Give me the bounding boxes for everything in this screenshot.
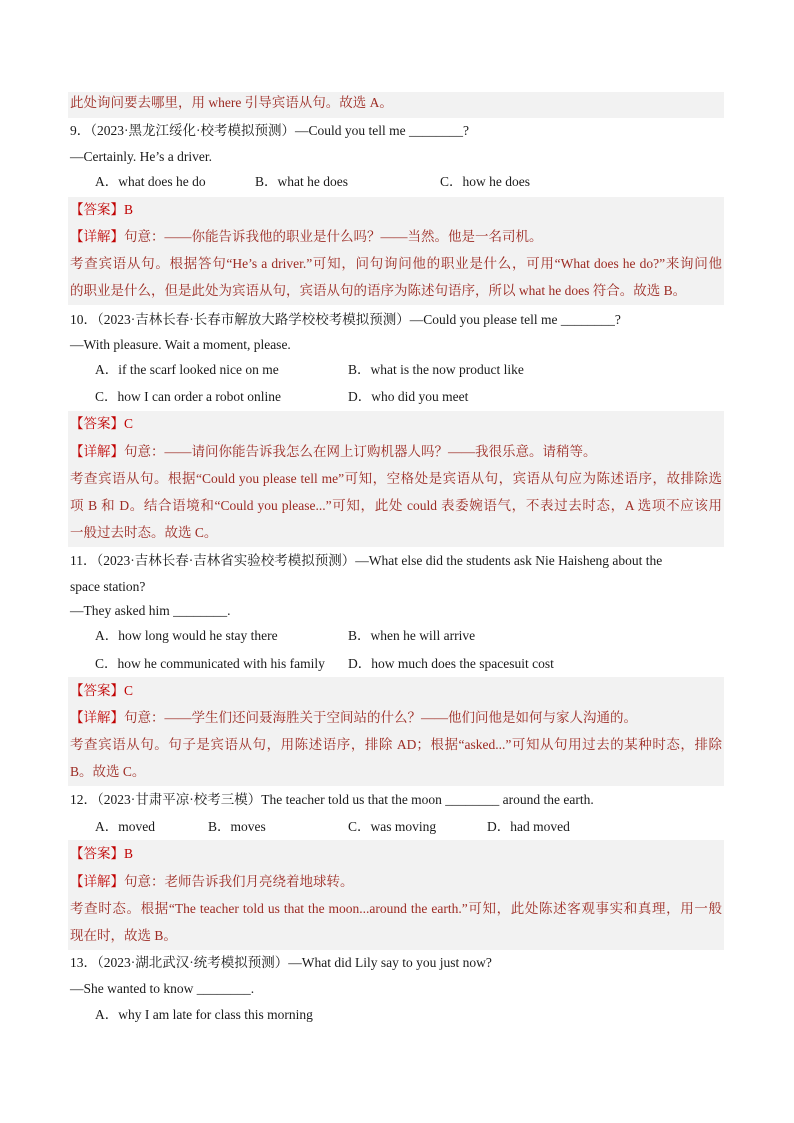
question-11-stem-continued: space station? bbox=[70, 579, 146, 594]
question-10-detail-line bbox=[70, 442, 597, 462]
question-9-reply: —Certainly. He’s a driver. bbox=[70, 149, 212, 164]
question-11-explanation-line: B。故选 C。 bbox=[70, 764, 146, 779]
question-10-option-b: B．what is the now product like bbox=[348, 362, 524, 377]
detail-label: 【详解】 bbox=[70, 710, 124, 725]
answer-label: 【答案】 bbox=[70, 416, 124, 431]
question-9-option-a: A．what does he do bbox=[95, 174, 206, 189]
question-9-option-c: C．how he does bbox=[440, 174, 530, 189]
question-11-explanation-line: 考查宾语从句。句子是宾语从句，用陈述语序，排除 AD；根据“asked...”可知从句用过去的某种时态，排除 bbox=[70, 737, 722, 752]
question-10-option-c: C．how I can order a robot online bbox=[95, 389, 281, 404]
answer-label: 【答案】 bbox=[70, 202, 124, 217]
question-11-answer-panel bbox=[68, 677, 724, 786]
answer-value: C bbox=[124, 683, 134, 698]
detail-label: 【详解】 bbox=[70, 874, 124, 889]
question-9-option-b: B．what he does bbox=[255, 174, 348, 189]
question-12-stem: 12．（2023·甘肃平凉·校考三模）The teacher told us that the moon ________ around the earth. bbox=[70, 792, 594, 807]
detail-label: 【详解】 bbox=[70, 444, 124, 459]
answer-value: B bbox=[124, 202, 134, 217]
question-10-answer-line bbox=[70, 414, 133, 434]
question-9-stem: 9．（2023·黑龙江绥化·校考模拟预测）—Could you tell me ________? bbox=[70, 123, 469, 138]
question-12-answer-line bbox=[70, 844, 133, 864]
question-11-detail-line bbox=[70, 708, 637, 728]
question-11-stem: 11．（2023·吉林长春·吉林省实验校考模拟预测）—What else did the students ask Nie Haisheng about the bbox=[70, 553, 663, 568]
question-10-explanation-line: 考查宾语从句。根据“Could you please tell me”可知，空格处是宾语从句，宾语从句应为陈述语序，故排除选 bbox=[70, 471, 722, 486]
question-13-stem: 13．（2023·湖北武汉·统考模拟预测）—What did Lily say to you just now? bbox=[70, 955, 492, 970]
question-9-detail-line bbox=[70, 227, 543, 247]
question-10-explanation-line: 一般过去时态。故选 C。 bbox=[70, 525, 218, 540]
question-11-option-a: A．how long would he stay there bbox=[95, 628, 278, 643]
answer-label: 【答案】 bbox=[70, 846, 124, 861]
question-12-option-c: C．was moving bbox=[348, 819, 437, 834]
question-12-explanation-line: 考查时态。根据“The teacher told us that the moon...around the earth.”可知，此处陈述客观事实和真理，用一般 bbox=[70, 901, 722, 916]
answer-value: B bbox=[124, 846, 134, 861]
question-11-reply: —They asked him ________. bbox=[70, 603, 231, 618]
question-13-option-a: A．why I am late for class this morning bbox=[95, 1007, 313, 1022]
question-12-explanation-line: 现在时，故选 B。 bbox=[70, 928, 177, 943]
question-12-detail-line bbox=[70, 872, 354, 892]
sentence-meaning: 句意：老师告诉我们月亮绕着地球转。 bbox=[124, 874, 354, 889]
question-9-explanation-line: 的职业是什么，但是此处为宾语从句，宾语从句的语序为陈述句语序，所以 what he does 符合。故选 B。 bbox=[70, 283, 687, 298]
question-9-explanation-line: 考查宾语从句。根据答句“He’s a driver.”可知，问句询问他的职业是什么，可用“What does he do?”来询问他 bbox=[70, 256, 722, 271]
sentence-meaning: 句意：——你能告诉我他的职业是什么吗？——当然。他是一名司机。 bbox=[124, 229, 543, 244]
question-10-option-a: A．if the scarf looked nice on me bbox=[95, 362, 279, 377]
question-13-reply: —She wanted to know ________. bbox=[70, 981, 255, 996]
question-11-option-b: B．when he will arrive bbox=[348, 628, 476, 643]
question-10-explanation-line: 项 B 和 D。结合语境和“Could you please...”可知，此处 could 表委婉语气，不表过去时态，A 选项不应该用 bbox=[70, 498, 722, 513]
question-10-option-d: D．who did you meet bbox=[348, 389, 469, 404]
answer-label: 【答案】 bbox=[70, 683, 124, 698]
question-12-option-a: A．moved bbox=[95, 819, 155, 834]
sentence-meaning: 句意：——请问你能告诉我怎么在网上订购机器人吗？——我很乐意。请稍等。 bbox=[124, 444, 597, 459]
sentence-meaning: 句意：——学生们还问聂海胜关于空间站的什么？——他们问他是如何与家人沟通的。 bbox=[124, 710, 637, 725]
question-11-option-d: D．how much does the spacesuit cost bbox=[348, 656, 554, 671]
question-10-stem: 10．（2023·吉林长春·长春市解放大路学校校考模拟预测）—Could you please tell me ________? bbox=[70, 312, 621, 327]
question-10-reply: —With pleasure. Wait a moment, please. bbox=[70, 337, 291, 352]
detail-label: 【详解】 bbox=[70, 229, 124, 244]
question-11-option-c: C．how he communicated with his family bbox=[95, 656, 325, 671]
continuation-text: 此处询问要去哪里，用 where 引导宾语从句。故选 A。 bbox=[70, 95, 393, 110]
question-12-option-d: D．had moved bbox=[487, 819, 570, 834]
question-11-answer-line bbox=[70, 681, 133, 701]
question-12-option-b: B．moves bbox=[208, 819, 266, 834]
question-9-answer-line bbox=[70, 200, 133, 220]
answer-value: C bbox=[124, 416, 134, 431]
